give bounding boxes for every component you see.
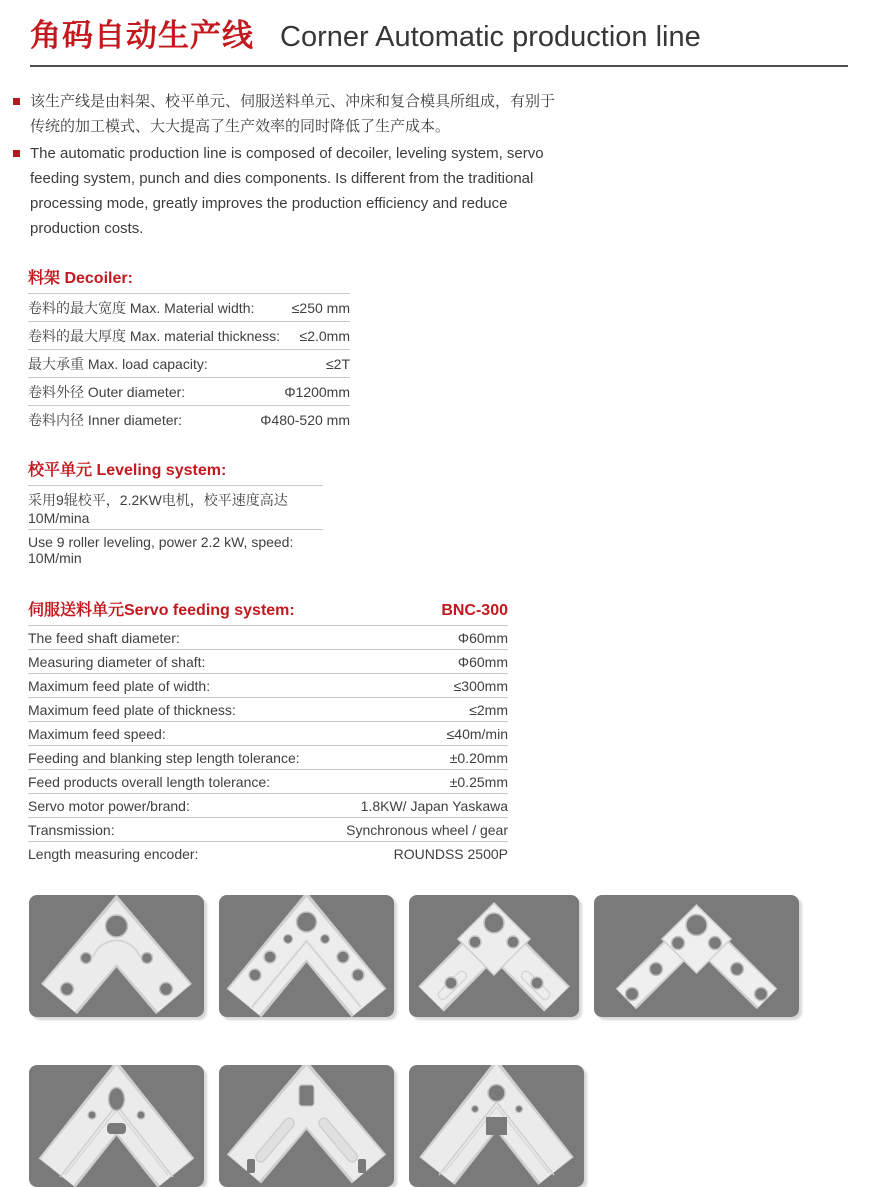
intro-text-en: The automatic production line is composed of decoiler, leveling system, servo feeding system, punch and dies components. Is different from the traditional processing mode, greatly improves the production efficiency and reduce production costs. xyxy=(30,145,544,237)
page-header xyxy=(30,10,848,67)
spec-value: 1.8KW/ Japan Yaskawa xyxy=(360,798,508,814)
spec-row xyxy=(28,697,508,721)
corner-key-slotted-image xyxy=(219,1065,394,1187)
product-gallery-row-2 xyxy=(29,1065,870,1187)
spec-value: Φ60mm xyxy=(457,654,508,670)
intro-bullet-zh xyxy=(13,89,840,139)
product-photo-5 xyxy=(29,1065,204,1187)
leveling-row-en: Use 9 roller leveling, power 2.2 kW, speed: 10M/min xyxy=(28,529,323,569)
leveling-heading-text: 校平单元 Leveling system: xyxy=(28,462,227,479)
spec-value: ≤2.0mm xyxy=(299,328,350,344)
spec-value: ±0.25mm xyxy=(449,774,508,790)
spec-value: ROUNDSS 2500P xyxy=(393,846,508,862)
product-photo-6 xyxy=(219,1065,394,1187)
corner-bracket-ribbed-image xyxy=(219,895,394,1017)
spec-value: ±0.20mm xyxy=(449,750,508,766)
spec-label: 卷料内径 Inner diameter: xyxy=(28,412,183,428)
spec-label: 最大承重 Max. load capacity: xyxy=(28,356,208,372)
spec-row xyxy=(28,769,508,793)
spec-row xyxy=(28,793,508,817)
product-photo-3 xyxy=(409,895,579,1017)
product-photo-1 xyxy=(29,895,204,1017)
spec-value: Synchronous wheel / gear xyxy=(346,822,508,838)
spec-label: Servo motor power/brand: xyxy=(28,798,190,814)
spec-row xyxy=(28,349,350,377)
spec-value: ≤40m/min xyxy=(446,726,508,742)
spec-sheet-page xyxy=(0,10,870,1105)
decoiler-heading-text: 料架 Decoiler: xyxy=(28,270,133,287)
decoiler-heading xyxy=(28,265,350,288)
decoiler-section xyxy=(28,265,350,433)
intro-text-zh: 该生产线是由料架、校平单元、伺服送料单元、冲床和复合模具所组成，有别于传统的加工模式、大大提高了生产效率的同时降低了生产成本。 xyxy=(30,93,556,135)
spec-row xyxy=(28,405,350,433)
spec-row xyxy=(28,817,508,841)
spec-row xyxy=(28,625,508,649)
corner-key-square-cutout-image xyxy=(409,1065,584,1187)
page-title-english: Corner Automatic production line xyxy=(280,21,701,53)
spec-label: Feed products overall length tolerance: xyxy=(28,774,271,790)
spec-label: 卷料的最大厚度 Max. material thickness: xyxy=(28,328,281,344)
spec-row xyxy=(28,377,350,405)
servo-heading xyxy=(28,597,508,620)
spec-value: ≤300mm xyxy=(453,678,508,694)
spec-row xyxy=(28,649,508,673)
spec-row xyxy=(28,321,350,349)
spec-value: ≤250 mm xyxy=(291,300,350,316)
page-title-chinese: 角码自动生产线 xyxy=(30,18,254,53)
spec-label: 卷料的最大宽度 Max. Material width: xyxy=(28,300,255,316)
corner-bracket-flat-arch-image xyxy=(29,895,204,1017)
spec-label: Transmission: xyxy=(28,822,115,838)
spec-row xyxy=(28,745,508,769)
spec-value: ≤2T xyxy=(325,356,350,372)
intro-paragraphs xyxy=(13,89,840,241)
product-gallery-row-1 xyxy=(29,895,870,1017)
servo-heading-text: 伺服送料单元Servo feeding system: xyxy=(28,602,295,619)
product-photo-2 xyxy=(219,895,394,1017)
servo-model-badge: BNC-300 xyxy=(441,602,508,619)
product-photo-4 xyxy=(594,895,799,1017)
spec-row xyxy=(28,673,508,697)
spec-label: Length measuring encoder: xyxy=(28,846,199,862)
spec-row xyxy=(28,841,508,865)
leveling-heading xyxy=(28,457,323,480)
spec-label: The feed shaft diameter: xyxy=(28,630,180,646)
spec-label: Measuring diameter of shaft: xyxy=(28,654,206,670)
spec-row xyxy=(28,293,350,321)
spec-value: ≤2mm xyxy=(469,702,508,718)
corner-bracket-slotted-arms-image xyxy=(409,895,579,1017)
intro-bullet-en xyxy=(13,141,840,241)
servo-feeding-section xyxy=(28,597,508,865)
leveling-row-zh: 采用9辊校平，2.2KW电机，校平速度高达 10M/mina xyxy=(28,485,323,529)
spec-value: Φ60mm xyxy=(457,630,508,646)
spec-label: Maximum feed plate of width: xyxy=(28,678,211,694)
spec-label: Feeding and blanking step length tolerance: xyxy=(28,750,300,766)
spec-value: Φ480-520 mm xyxy=(260,412,350,428)
corner-key-oval-hole-image xyxy=(29,1065,204,1187)
spec-value: Φ1200mm xyxy=(284,384,350,400)
spec-row xyxy=(28,721,508,745)
spec-label: 卷料外径 Outer diameter: xyxy=(28,384,186,400)
bullet-square-icon xyxy=(13,150,20,157)
spec-label: Maximum feed speed: xyxy=(28,726,166,742)
spec-label: Maximum feed plate of thickness: xyxy=(28,702,236,718)
bullet-square-icon xyxy=(13,98,20,105)
corner-bracket-thin-arms-image xyxy=(594,895,799,1017)
product-photo-7 xyxy=(409,1065,584,1187)
leveling-section xyxy=(28,457,323,569)
